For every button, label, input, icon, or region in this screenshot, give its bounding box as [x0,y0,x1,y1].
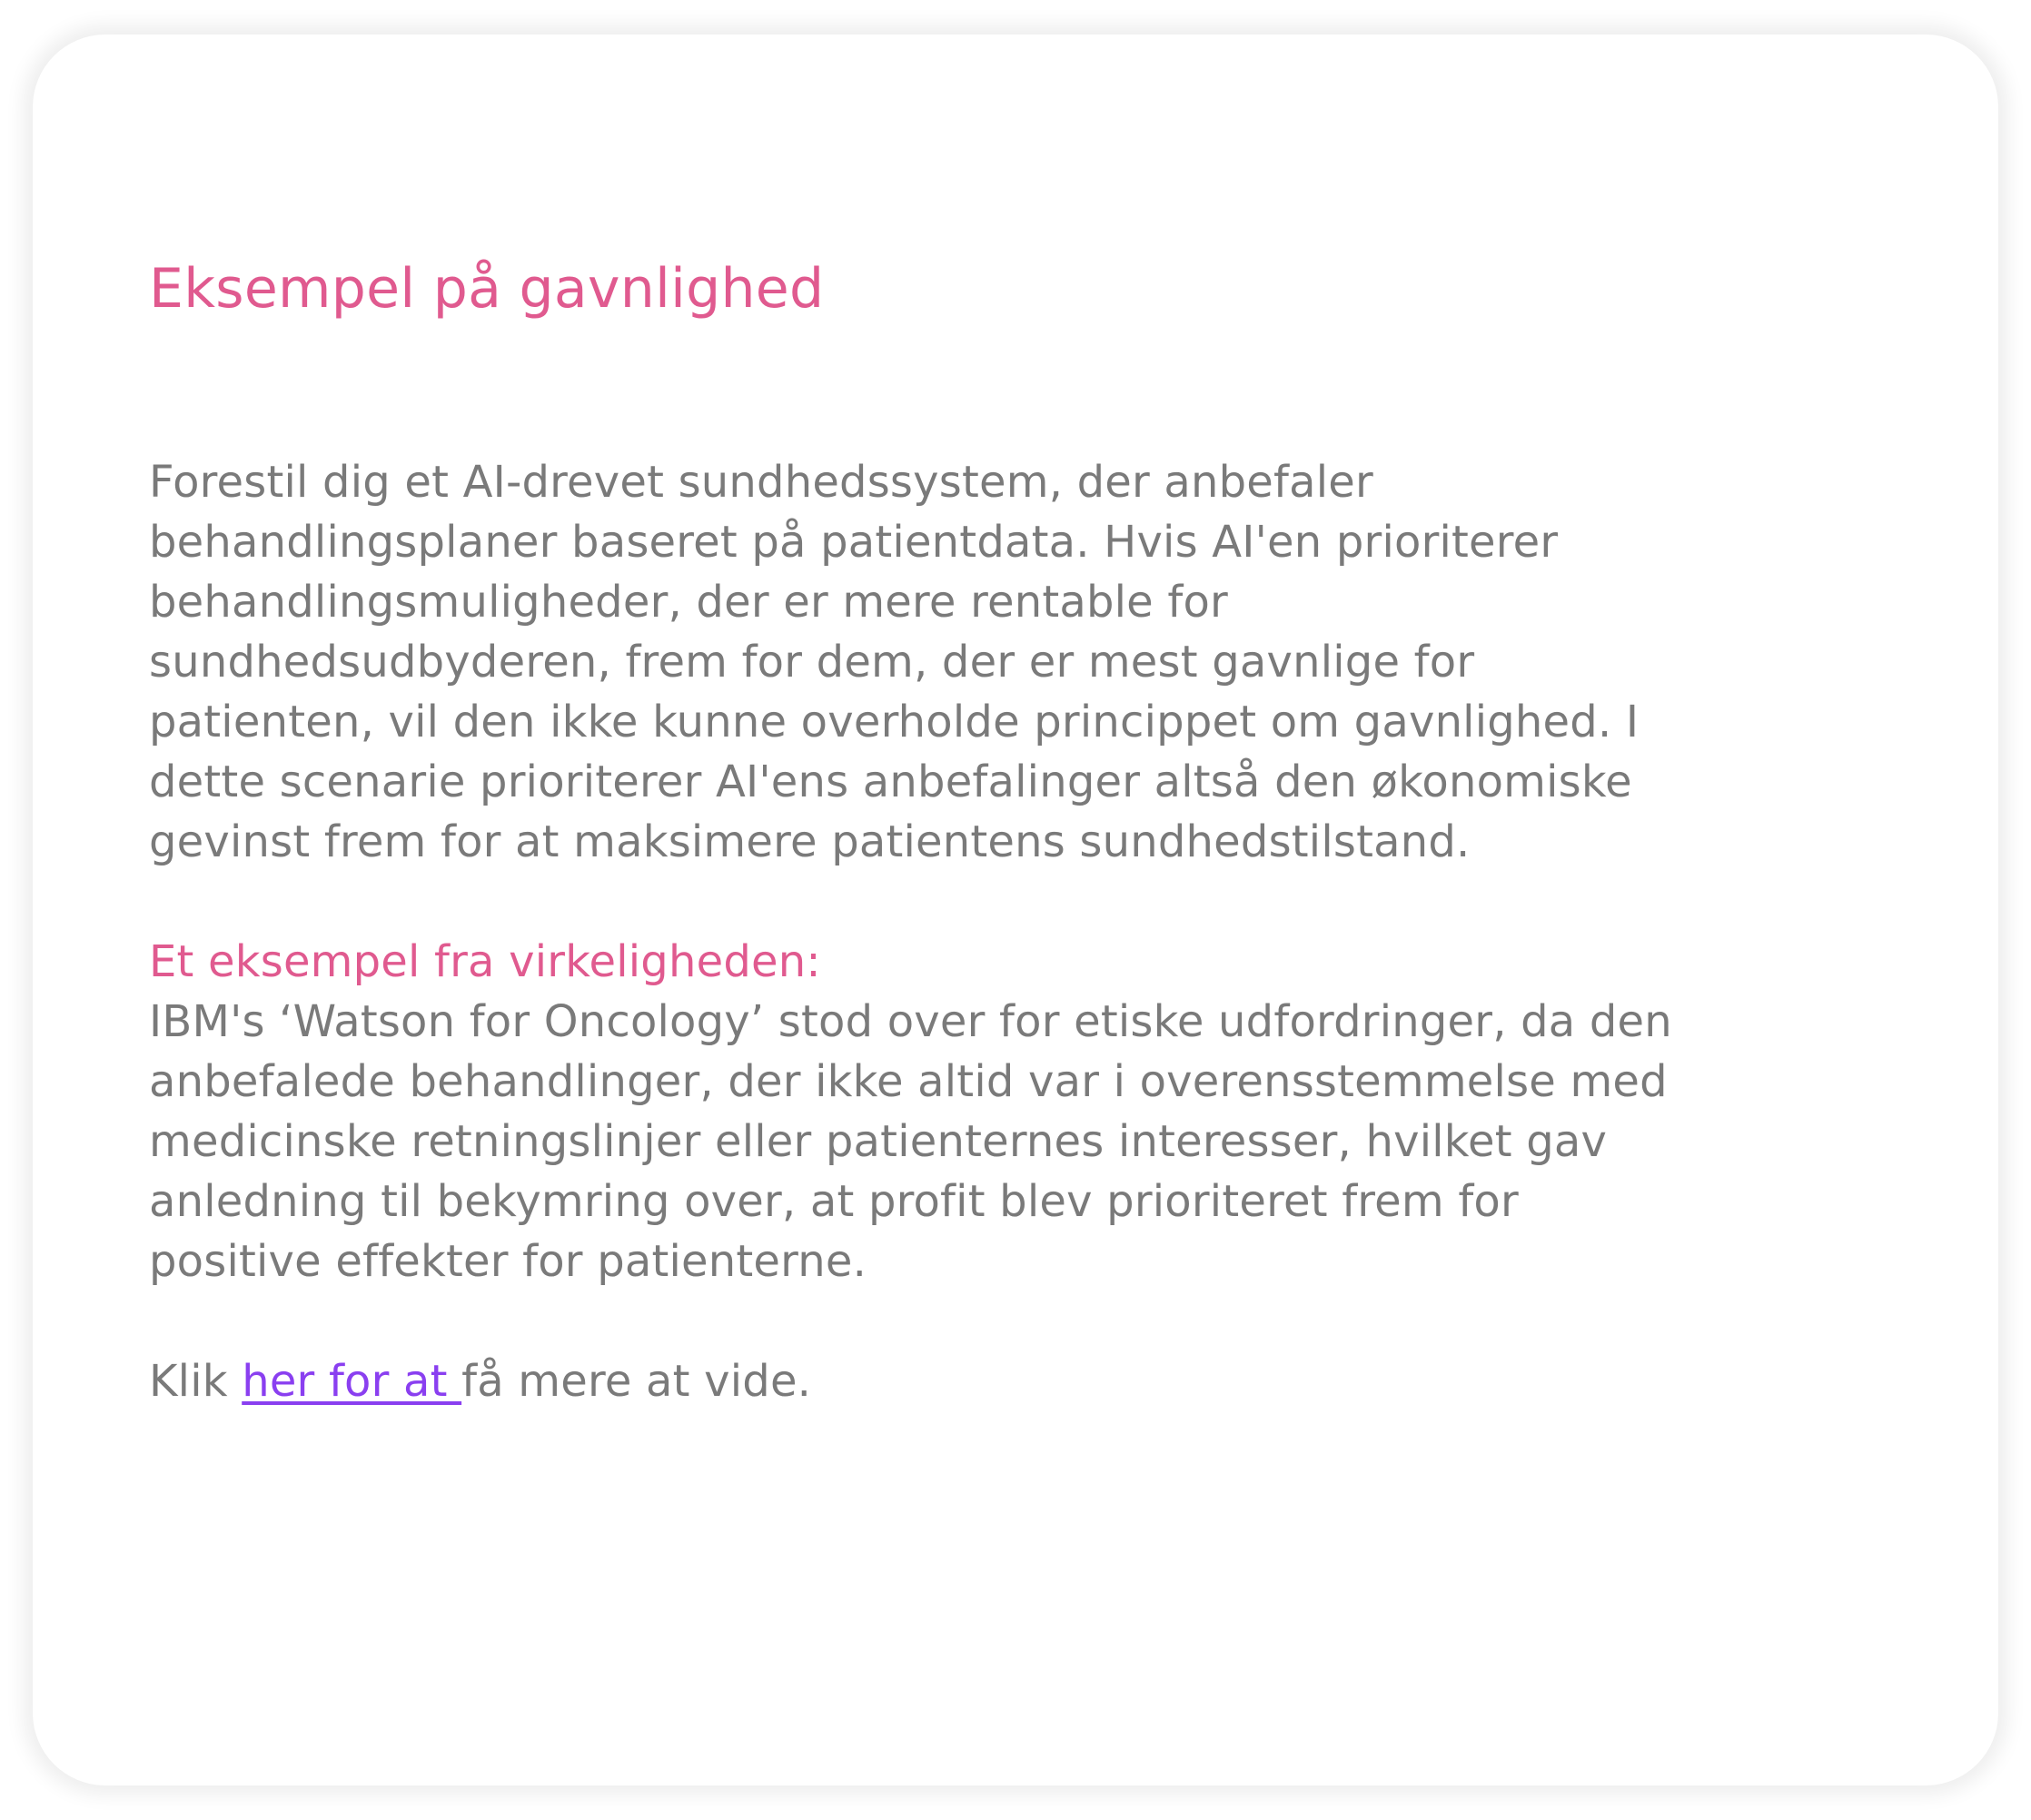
intro-paragraph: Forestil dig et AI-drevet sundhedssystem, der anbefaler behandlingsplaner baseret på patientdata. Hvis AI'en prioriterer behandlingsmuligheder, der er mere rentable for sundhedsudbyderen, frem for dem, der er mest gavnlige for patienten, vil den ikke kunne overholde princippet om gavnlighed. I dette scenarie prioriterer AI'ens anbefalinger altså den økonomiske gevinst frem for at maksimere patientens sundhedstilstand. [149,457,1640,867]
card-title: Eksempel på gavnlighed [149,257,825,321]
info-card [33,35,1998,1785]
learn-more-line [149,1351,1947,1411]
card-content [149,252,1947,1411]
learn-more-link[interactable]: her for at [242,1356,462,1407]
example-paragraph: IBM's ‘Watson for Oncology’ stod over for etiske udfordringer, da den anbefalede behandlinger, der ikke altid var i overensstemmelse med medicinske retningslinjer eller patienternes interesser, hvilket gav anledning til bekymring over, at profit blev prioriteret frem for positive effekter for patienterne. [149,996,1672,1287]
learn-more-prefix: Klik [149,1356,243,1407]
example-heading: Et eksempel fra virkeligheden: [149,936,821,987]
learn-more-suffix: få mere at vide. [461,1356,812,1407]
